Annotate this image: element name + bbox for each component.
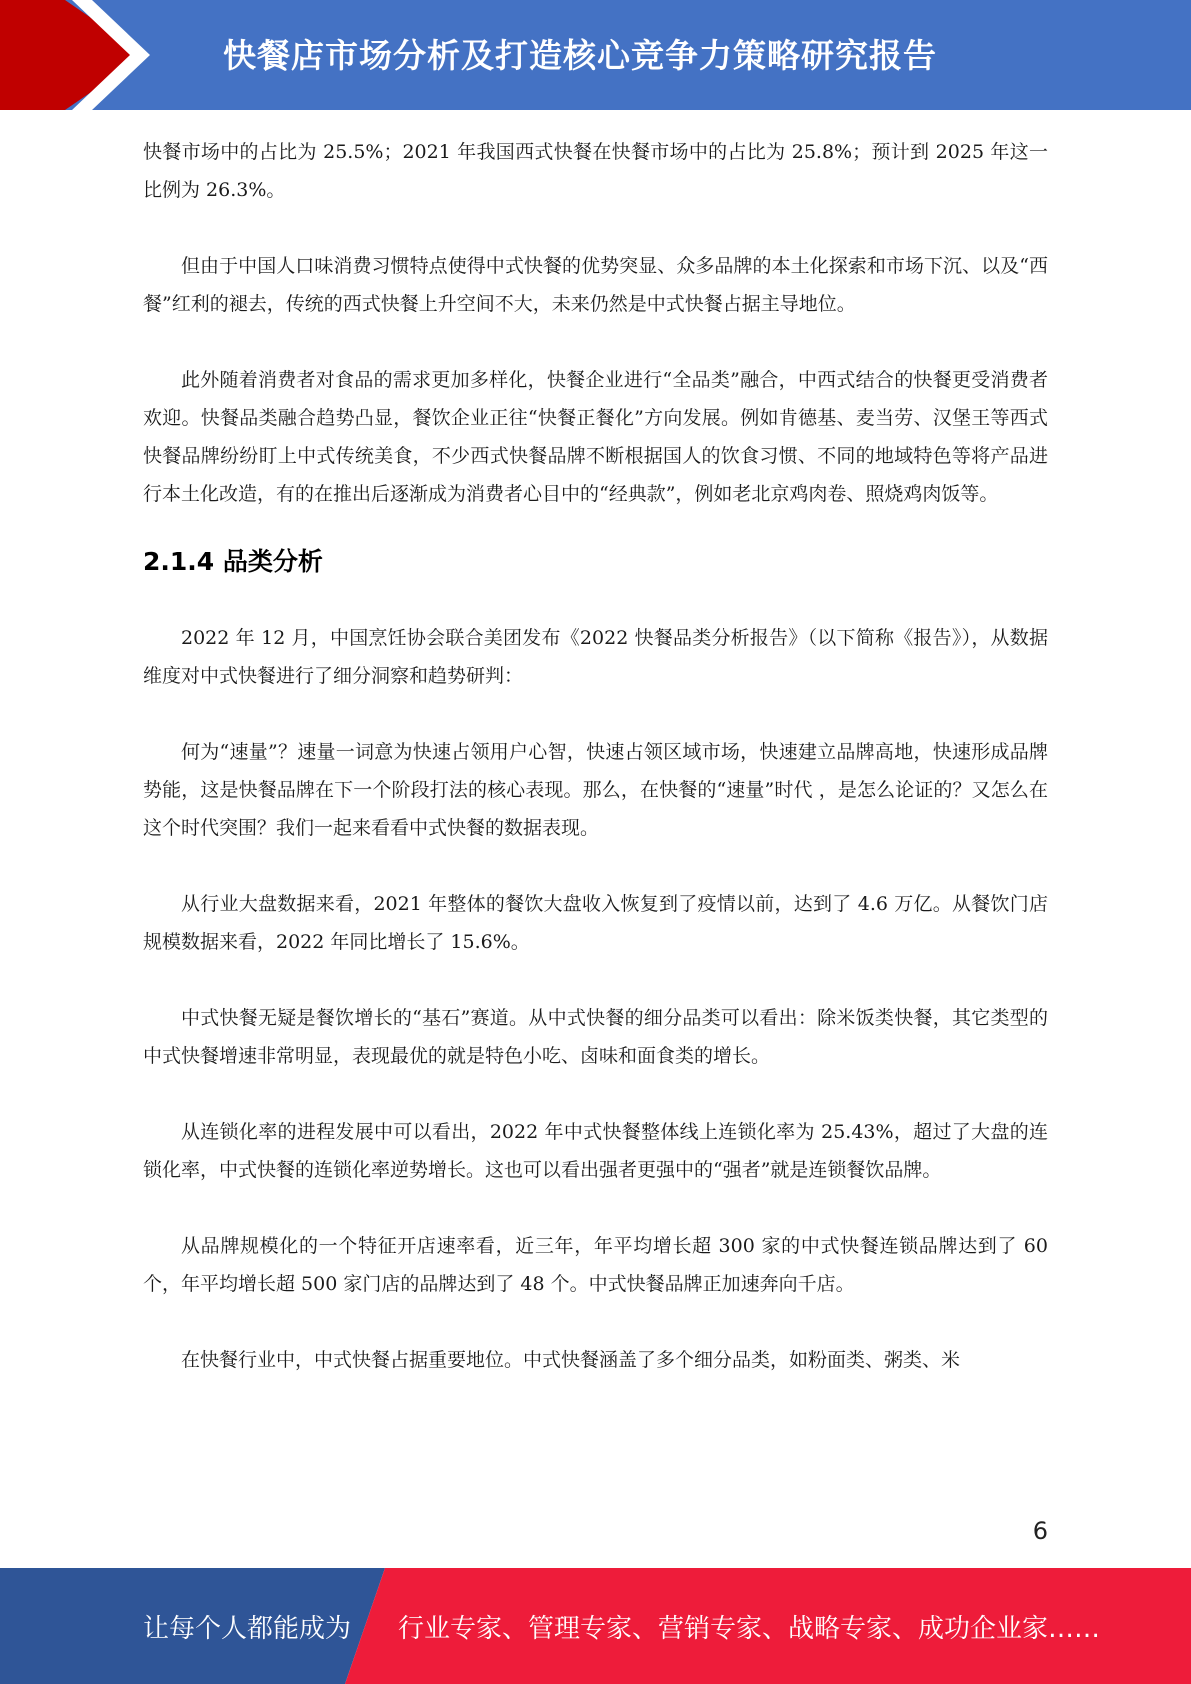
paragraph-2: 但由于中国人口味消费习惯特点使得中式快餐的优势突显、众多品牌的本土化探索和市场下沉、以及“西餐”红利的褪去，传统的西式快餐上升空间不大，未来仍然是中式快餐占据主导地位。	[143, 255, 1048, 315]
page-header	[0, 0, 1191, 110]
paragraph-5: 何为“速量”？速量一词意为快速占领用户心智，快速占领区域市场，快速建立品牌高地，快速形成品牌势能，这是快餐品牌在下一个阶段打法的核心表现。那么，在快餐的“速量”时代 ，是怎么论证的？又怎么在这个时代突围？我们一起来看看中式快餐的数据表现。	[143, 741, 1048, 839]
page-number: 6	[1032, 1517, 1048, 1545]
report-title: 快餐店市场分析及打造核心竞争力策略研究报告	[223, 36, 937, 75]
paragraph-8: 从连锁化率的进程发展中可以看出，2022 年中式快餐整体线上连锁化率为 25.43%，超过了大盘的连锁化率，中式快餐的连锁化率逆势增长。这也可以看出强者更强中的“强者”就是连锁餐饮品牌。	[143, 1121, 1048, 1181]
main-content	[143, 133, 1048, 1379]
footer-slogan-left: 让每个人都能成为	[143, 1614, 352, 1644]
paragraph-4: 2022 年 12 月，中国烹饪协会联合美团发布《2022 快餐品类分析报告》（以下简称《报告》），从数据维度对中式快餐进行了细分洞察和趋势研判：	[143, 627, 1048, 687]
section-title: 2.1.4 品类分析	[143, 547, 323, 576]
page-footer	[0, 1568, 1191, 1684]
paragraph-10: 在快餐行业中，中式快餐占据重要地位。中式快餐涵盖了多个细分品类，如粉面类、粥类、米	[181, 1349, 961, 1371]
paragraph-6: 从行业大盘数据来看，2021 年整体的餐饮大盘收入恢复到了疫情以前，达到了 4.6 万亿。从餐饮门店规模数据来看，2022 年同比增长了 15.6%。	[143, 893, 1048, 953]
paragraph-3: 此外随着消费者对食品的需求更加多样化，快餐企业进行“全品类”融合，中西式结合的快餐更受消费者欢迎。快餐品类融合趋势凸显，餐饮企业正往“快餐正餐化”方向发展。例如肯德基、麦当劳、汉堡王等西式快餐品牌纷纷盯上中式传统美食，不少西式快餐品牌不断根据国人的饮食习惯、不同的地域特色等将产品进行本土化改造，有的在推出后逐渐成为消费者心目中的“经典款”，例如老北京鸡肉卷、照烧鸡肉饭等。	[143, 369, 1048, 505]
footer-slogan-right: 行业专家、管理专家、营销专家、战略专家、成功企业家……	[398, 1614, 1101, 1644]
paragraph-1: 快餐市场中的占比为 25.5%；2021 年我国西式快餐在快餐市场中的占比为 25.8%；预计到 2025 年这一比例为 26.3%。	[143, 141, 1048, 201]
paragraph-7: 中式快餐无疑是餐饮增长的“基石”赛道。从中式快餐的细分品类可以看出：除米饭类快餐，其它类型的中式快餐增速非常明显，表现最优的就是特色小吃、卤味和面食类的增长。	[143, 1007, 1048, 1067]
paragraph-9: 从品牌规模化的一个特征开店速率看，近三年，年平均增长超 300 家的中式快餐连锁品牌达到了 60 个，年平均增长超 500 家门店的品牌达到了 48 个。中式快餐品牌正加速奔向千店。	[143, 1235, 1048, 1295]
